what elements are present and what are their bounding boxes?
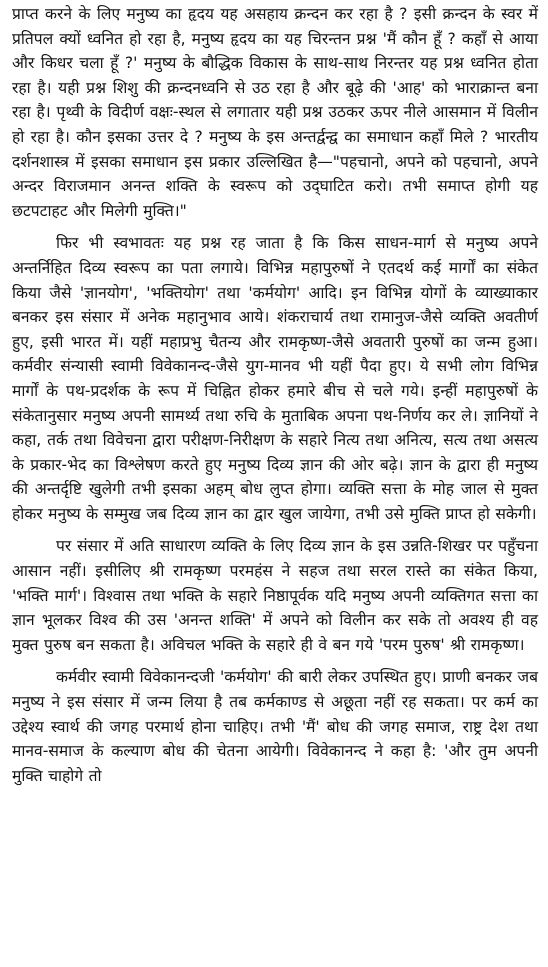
paragraph-2: फिर भी स्वभावतः यह प्रश्न रह जाता है कि किस साधन-मार्ग से मनुष्य अपने अन्तर्निहित दिव्य स्वरूप का पता लगाये। विभिन्न महापुरुषों ने एतदर्थ कई मार्गों का संकेत किया जैसे 'ज्ञानयोग', 'भक्तियोग' तथा 'कर्मयोग' आदि। इन विभिन्न योगों के व्याख्याकार बनकर इस संसार में अनेक महानुभाव आये। शंकराचार्य तथा रामानुज-जैसे व्यक्ति अवतीर्ण हुए, इसी भारत में। यहीं महाप्रभु चैतन्य और रामकृष्ण-जैसे अवतारी पुरुषों का जन्म हुआ। कर्मवीर संन्यासी स्वामी विवेकानन्द-जैसे युग-मानव भी यहीं पैदा हुए। ये सभी लोग विभिन्न मार्गों के पथ-प्रदर्शक के रूप में चिह्नित होकर हमारे बीच से चले गये। इन्हीं महापुरुषों के संकेतानुसार मनुष्य अपनी सामर्थ्य तथा रुचि के मुताबिक अपना पथ-निर्णय कर ले। ज्ञानियों ने कहा, तर्क तथा विवेचना द्वारा परीक्षण-निरीक्षण के सहारे नित्य तथा अनित्य, सत्य तथा असत्य के प्रकार-भेद का विश्लेषण करते हुए मनुष्य दिव्य ज्ञान की ओर बढ़े। ज्ञान के द्वारा ही मनुष्य की अन्तर्दृष्टि खुलेगी तभी इसका अहम्‌ बोध लुप्त होगा। व्यक्ति सत्ता के मोह जाल से मुक्त होकर मनुष्य के सम्मुख जब दिव्य ज्ञान का द्वार खुल जायेगा, तभी उसे मुक्ति प्राप्त हो सकेगी। (12, 234, 538, 523)
paragraph-3: पर संसार में अति साधारण व्यक्ति के लिए दिव्य ज्ञान के इस उन्नति-शिखर पर पहुँचना आसान नहीं। इसीलिए श्री रामकृष्ण परमहंस ने सहज तथा सरल रास्ते का संकेत किया, 'भक्ति मार्ग'। विश्वास तथा भक्ति के सहारे निष्ठापूर्वक यदि मनुष्य अपनी व्यक्तिगत सत्ता का ज्ञान भूलकर विश्व की उस 'अनन्त शक्ति' में अपने को विलीन कर सके तो अवश्य ही वह मुक्त पुरुष बन सकता है। अविचल भक्ति के सहारे ही वे बन गये 'परम पुरुष' श्री रामकृष्ण। (12, 537, 538, 654)
paragraph-1: प्राप्त करने के लिए मनुष्य का हृदय यह असहाय क्रन्दन कर रहा है ? इसी क्रन्दन के स्वर में प्रतिपल क्यों ध्वनित हो रहा है, मनुष्य हृदय का यह चिरन्तन प्रश्न 'मैं कौन हूँ ? कहाँ से आया और किधर चला हूँ ?' मनुष्य के बौद्धिक विकास के साथ-साथ निरन्तर यह प्रश्न ध्वनित होता रहा है। यही प्रश्न शिशु की क्रन्दनध्वनि से उठ रहा है और बूढ़े की 'आह' को भाराक्रान्त बना रहा है। पृथ्वी के विदीर्ण वक्षः-स्थल से लगातार यही प्रश्न उठकर ऊपर नीले आसमान में विलीन हो रहा है। कौन इसका उत्तर दे ? मनुष्य के इस अन्तर्द्वन्द्व का समाधान कहाँ मिले ? भारतीय दर्शनशास्त्र में इसका समाधान इस प्रकार उल्लिखित है—"पहचानो, अपने को पहचानो, अपने अन्दर विराजमान अनन्त शक्ति के स्वरूप को उद्‌घाटित करो। तभी समाप्त होगी यह छटपटाहट और मिलेगी मुक्ति।" (12, 5, 538, 220)
paragraph-4: कर्मवीर स्वामी विवेकानन्दजी 'कर्मयोग' की बारी लेकर उपस्थित हुए। प्राणी बनकर जब मनुष्य ने इस संसार में जन्म लिया है तब कर्मकाण्ड से अछूता नहीं रह सकता। पर कर्म का उद्देश्य स्वार्थ की जगह परमार्थ होना चाहिए। तभी 'मैं' बोध की जगह समाज, राष्ट्र देश तथा मानव-समाज के कल्याण बोध की चेतना आयेगी। विवेकानन्द ने कहा है: 'और तुम अपनी मुक्ति चाहोगे तो (12, 668, 538, 785)
